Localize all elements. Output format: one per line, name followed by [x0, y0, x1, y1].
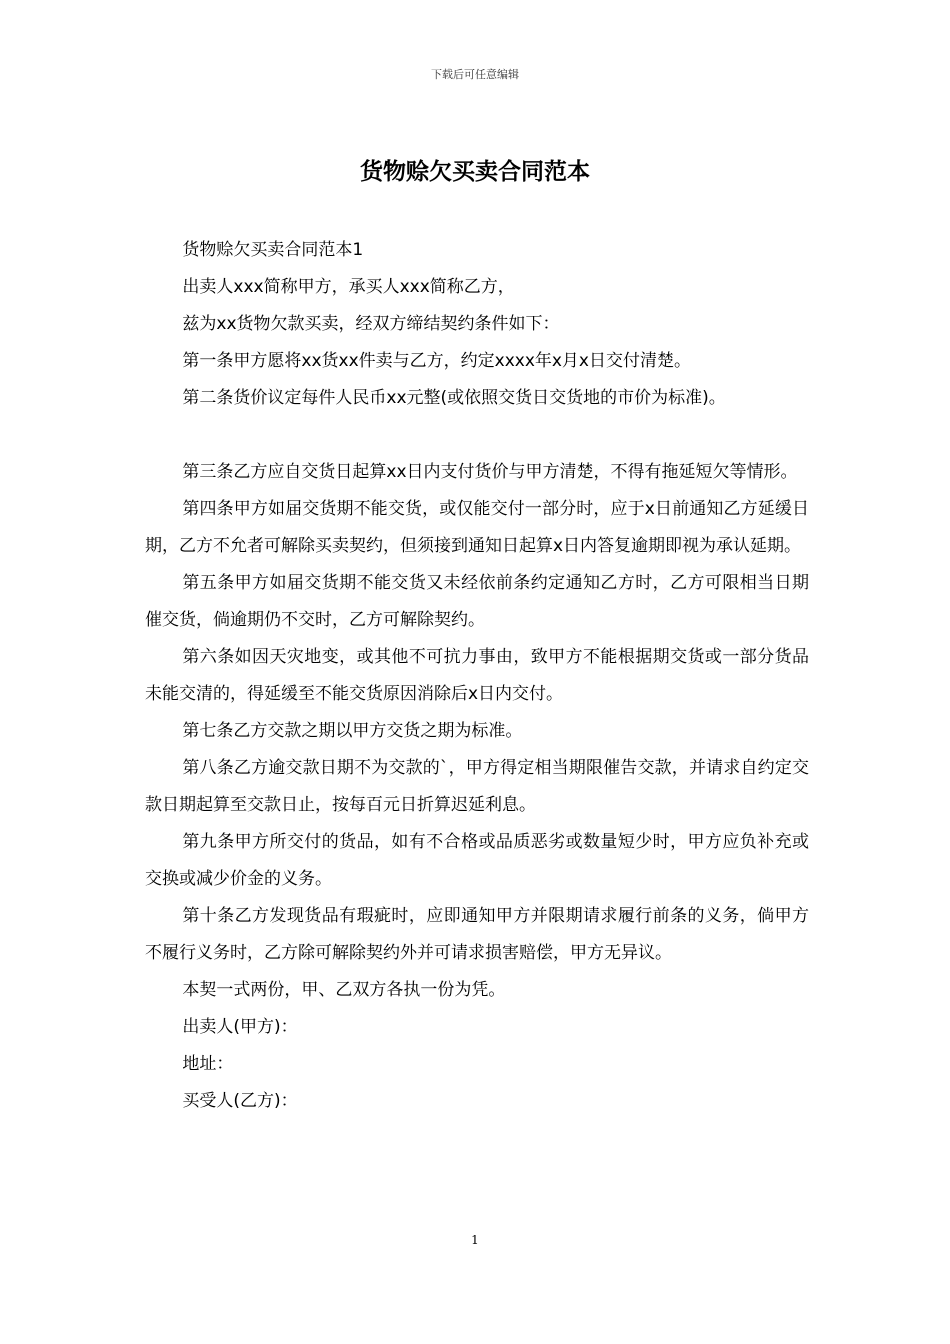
paragraph-article-8: 第八条乙方逾交款日期不为交款的`，甲方得定相当期限催告交款，并请求自约定交款日期起算至交款日止，按每百元日折算迟延利息。 — [145, 758, 809, 815]
paragraph-heading: 货物赊欠买卖合同范本1 — [182, 240, 364, 260]
paragraph-article-9: 第九条甲方所交付的货品，如有不合格或品质恶劣或数量短少时，甲方应负补充或交换或减少价金的义务。 — [145, 832, 809, 889]
paragraph-article-2: 第二条货价议定每件人民币xx元整(或依照交货日交货地的市价为标准)。 — [182, 388, 726, 408]
paragraph-article-1: 第一条甲方愿将xx货xx件卖与乙方，约定xxxx年x月x日交付清楚。 — [182, 351, 691, 371]
paragraph-copies: 本契一式两份，甲、乙双方各执一份为凭。 — [182, 980, 506, 1000]
paragraph-article-7: 第七条乙方交款之期以甲方交货之期为标准。 — [182, 721, 523, 741]
seller-signature-label: 出卖人(甲方)： — [182, 1017, 298, 1037]
contract-articles-block — [145, 454, 809, 1120]
paragraph-parties: 出卖人xxx简称甲方，承买人xxx简称乙方， — [182, 277, 515, 297]
header-note: 下载后可任意编辑 — [431, 68, 519, 81]
address-label: 地址： — [182, 1054, 234, 1074]
paragraph-article-6: 第六条如因天灾地变，或其他不可抗力事由，致甲方不能根据期交货或一部分货品未能交清的，得延缓至不能交货原因消除后x日内交付。 — [145, 647, 809, 704]
contract-intro-block — [145, 232, 809, 417]
paragraph-article-10: 第十条乙方发现货品有瑕疵时，应即通知甲方并限期请求履行前条的义务，倘甲方不履行义务时，乙方除可解除契约外并可请求损害赔偿，甲方无异议。 — [145, 906, 809, 963]
document-title: 货物赊欠买卖合同范本 — [360, 159, 590, 185]
buyer-signature-label: 买受人(乙方)： — [182, 1091, 298, 1111]
page-number: 1 — [471, 1233, 479, 1247]
paragraph-preamble: 兹为xx货物欠款买卖，经双方缔结契约条件如下： — [182, 314, 560, 334]
paragraph-article-4: 第四条甲方如届交货期不能交货，或仅能交付一部分时，应于x日前通知乙方延缓日期，乙方不允者可解除买卖契约，但须接到通知日起算x日内答复逾期即视为承认延期。 — [145, 499, 809, 556]
paragraph-article-3: 第三条乙方应自交货日起算xx日内支付货价与甲方清楚，不得有拖延短欠等情形。 — [182, 462, 798, 482]
paragraph-article-5: 第五条甲方如届交货期不能交货又未经依前条约定通知乙方时，乙方可限相当日期催交货，倘逾期仍不交时，乙方可解除契约。 — [145, 573, 809, 630]
